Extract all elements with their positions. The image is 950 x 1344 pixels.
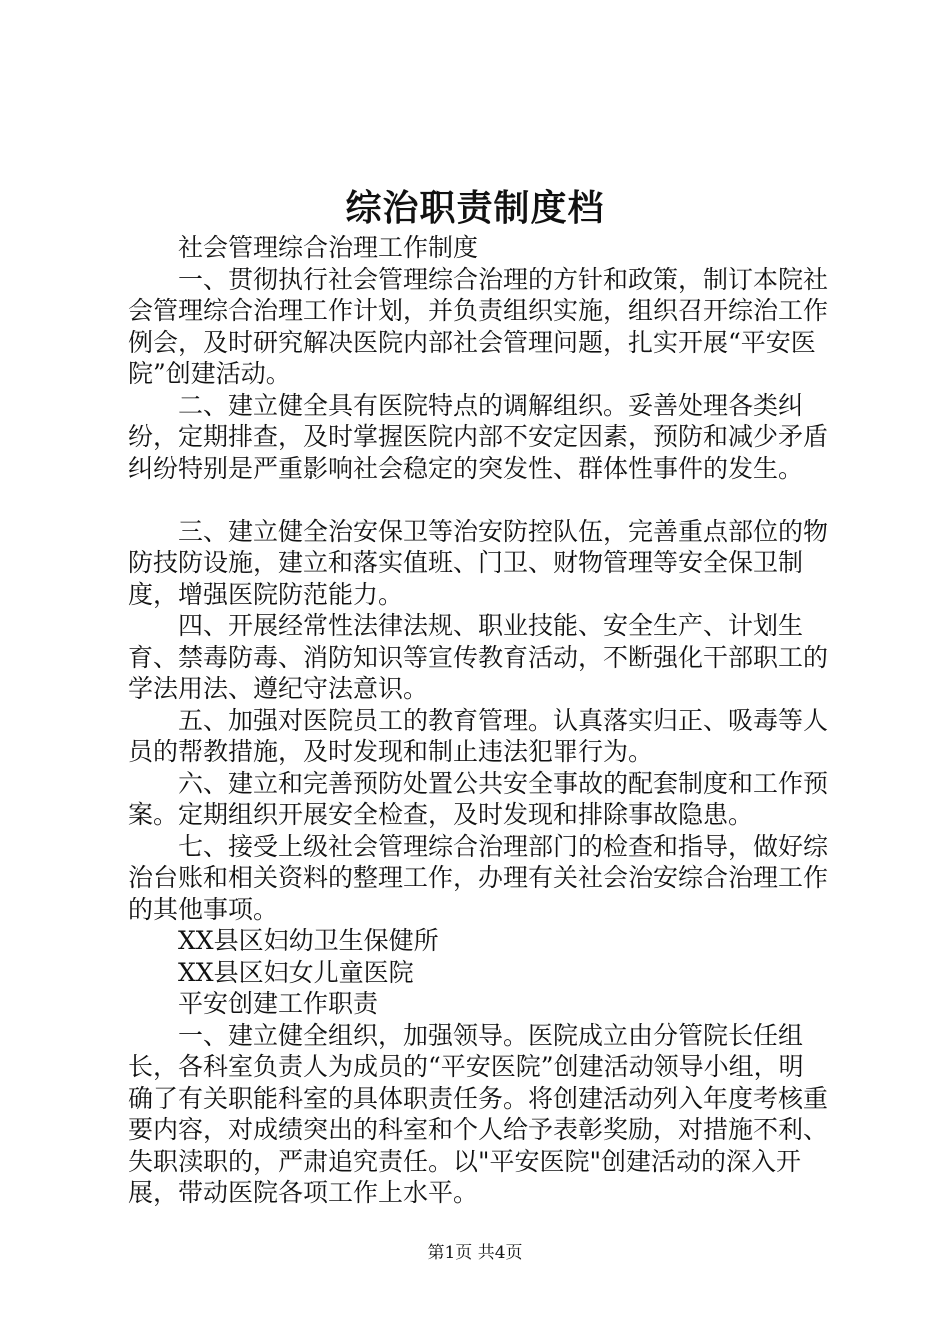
organization-name-1: XX县区妇幼卫生保健所 — [178, 926, 439, 955]
paragraph-item-5: 五、加强对医院员工的教育管理。认真落实归正、吸毒等人员的帮教措施，及时发现和制止违法犯罪行为。 — [128, 705, 829, 766]
document-title: 综治职责制度档 — [345, 187, 605, 229]
paragraph-item-2: 二、建立健全具有医院特点的调解组织。妥善处理各类纠纷，定期排查，及时掌握医院内部不安定因素，预防和减少矛盾纠纷特别是严重影响社会稳定的突发性、群体性事件的发生。 — [128, 390, 829, 483]
paragraph-final-item: 一、建立健全组织，加强领导。医院成立由分管院长任组长，各科室负责人为成员的“平安医院”创建活动领导小组，明确了有关职能科室的具体职责任务。将创建活动列入年度考核重要内容，对成绩突出的科室和个人给予表彰奖励，对措施不利、失职渎职的，严肃追究责任。以"平安医院"创建活动的深入开展，带动医院各项工作上水平。 — [128, 1020, 829, 1207]
section-heading-2: 平安创建工作职责 — [178, 989, 379, 1018]
paragraph-item-4: 四、开展经常性法律法规、职业技能、安全生产、计划生育、禁毒防毒、消防知识等宣传教育活动，不断强化干部职工的学法用法、遵纪守法意识。 — [128, 611, 829, 703]
page-footer: 第1页 共4页 — [427, 1243, 523, 1263]
section-heading-1: 社会管理综合治理工作制度 — [178, 233, 479, 262]
paragraph-item-7: 七、接受上级社会管理综合治理部门的检查和指导，做好综治台账和相关资料的整理工作，办理有关社会治安综合治理工作的其他事项。 — [128, 831, 829, 924]
document-body — [128, 232, 828, 1209]
organization-name-2: XX县区妇女儿童医院 — [178, 957, 414, 987]
paragraph-item-1: 一、贯彻执行社会管理综合治理的方针和政策，制订本院社会管理综合治理工作计划，并负责组织实施，组织召开综治工作例会，及时研究解决医院内部社会管理问题，扎实开展“平安医院”创建活动。 — [128, 264, 829, 388]
paragraph-gap — [128, 484, 828, 516]
paragraph-item-3: 三、建立健全治安保卫等治安防控队伍，完善重点部位的物防技防设施，建立和落实值班、门卫、财物管理等安全保卫制度，增强医院防范能力。 — [128, 516, 829, 609]
paragraph-item-6: 六、建立和完善预防处置公共安全事故的配套制度和工作预案。定期组织开展安全检查，及时发现和排除事故隐患。 — [128, 768, 829, 829]
